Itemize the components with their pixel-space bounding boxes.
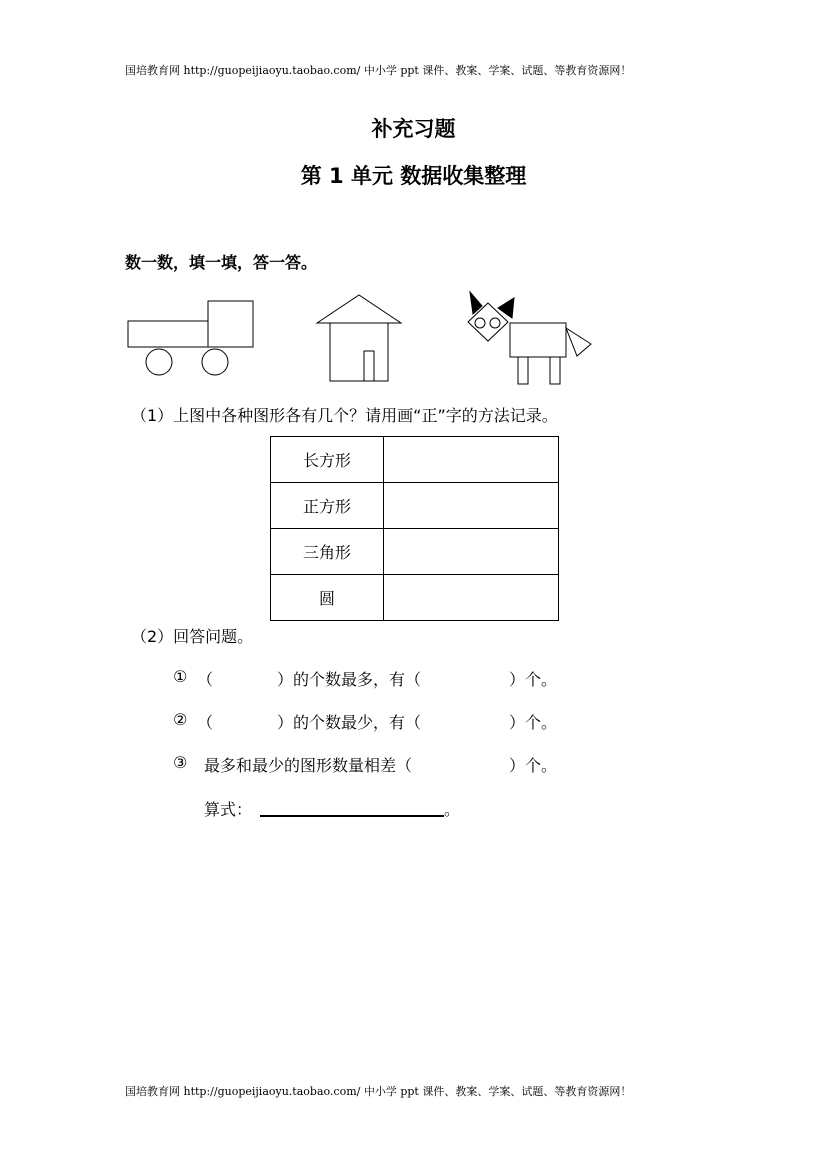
- house-figure: [317, 295, 401, 381]
- question-1: （1）上图中各种图形各有几个？请用画“正”字的方法记录。: [131, 406, 558, 425]
- sub-question-2-number: ②: [173, 710, 188, 729]
- truck-wheel-circle: [202, 349, 228, 375]
- formula-answer-line[interactable]: [260, 815, 444, 817]
- tally-table: [270, 436, 559, 621]
- animal-figure: [468, 292, 591, 384]
- table-row: [271, 437, 559, 483]
- sub-question-2-middle: ）的个数最少，有（: [277, 713, 422, 732]
- sub-question-1-open: （: [197, 670, 214, 689]
- table-cell-answer[interactable]: [384, 483, 559, 529]
- sub-question-1-middle: ）的个数最多，有（: [277, 670, 422, 689]
- table-cell-label: 正方形: [271, 483, 384, 529]
- sub-question-2-open: （: [197, 713, 214, 732]
- animal-leg-rectangle: [518, 357, 528, 384]
- truck-body-rectangle: [128, 321, 208, 347]
- animal-eye-circle: [475, 318, 485, 328]
- instruction: 数一数，填一填，答一答。: [125, 253, 318, 272]
- formula-end: 。: [444, 800, 461, 819]
- table-row: [271, 529, 559, 575]
- animal-tail-triangle: [566, 328, 591, 356]
- table-row: [271, 483, 559, 529]
- animal-eye-circle: [490, 318, 500, 328]
- house-door-rectangle: [364, 351, 374, 381]
- formula-label: 算式：: [204, 800, 253, 819]
- table-cell-answer[interactable]: [384, 437, 559, 483]
- truck-figure: [128, 301, 253, 375]
- sub-question-1-end: ）个。: [509, 670, 558, 689]
- house-roof-triangle: [317, 295, 401, 323]
- sub-question-3-text: 最多和最少的图形数量相差（: [204, 756, 413, 775]
- sub-question-1-number: ①: [173, 667, 188, 686]
- table-cell-label: 圆: [271, 575, 384, 621]
- sub-question-3-end: ）个。: [509, 756, 558, 775]
- shapes-illustration: [120, 288, 600, 390]
- truck-cab-square: [208, 301, 253, 347]
- unit-title: 第 1 单元 数据收集整理: [300, 164, 527, 188]
- animal-leg-rectangle: [550, 357, 560, 384]
- question-2: （2）回答问题。: [131, 627, 254, 646]
- page-header: 国培教育网 http://guopeijiaoyu.taobao.com/ 中小学 ppt 课件、教案、学案、试题、等教育资源网！: [125, 64, 632, 77]
- table-cell-answer[interactable]: [384, 529, 559, 575]
- animal-body-rectangle: [510, 323, 566, 357]
- table-row: [271, 575, 559, 621]
- table-cell-answer[interactable]: [384, 575, 559, 621]
- sub-question-2-end: ）个。: [509, 713, 558, 732]
- house-wall-square: [330, 323, 388, 381]
- page-title: 补充习题: [371, 117, 456, 141]
- page-footer: 国培教育网 http://guopeijiaoyu.taobao.com/ 中小学 ppt 课件、教案、学案、试题、等教育资源网！: [125, 1085, 632, 1098]
- sub-question-3-number: ③: [173, 753, 188, 772]
- table-cell-label: 长方形: [271, 437, 384, 483]
- truck-wheel-circle: [146, 349, 172, 375]
- table-cell-label: 三角形: [271, 529, 384, 575]
